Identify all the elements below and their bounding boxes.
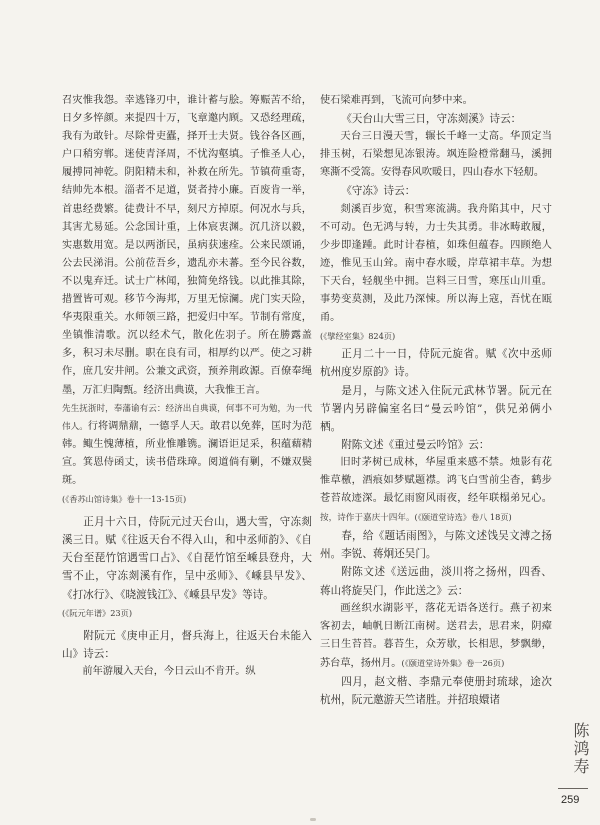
poem-text: 剡溪百步宽，积雪寒流满。我舟陷其中，尺寸不可动。色无鸿与转，力士失其勇。非冰畴敢履，少步即逢踵。此时计春植，如珠但蕴春。四顾绝人迹，惟见玉山耸。南中春水暖，岸草裙丰草。为想下天台，轻舰坐中拥。岂料三日雪，寒压山川重。事势变莫测，及此乃深悚。所以海上寇，吾忧在瓯甬。	[320, 203, 552, 324]
poem-body: 画丝织水湖影平，落花无语各送行。燕子初来客初去，岫帆日断江南树。送君去，思君来，阴瘴三日生苔苔。暮苔生，众芳歇，长相思，梦飘缈，苏台草，扬州月。	[320, 602, 552, 669]
source-citation: (《阮元年谱》23页)	[62, 607, 133, 618]
poem-inline-note	[62, 400, 312, 490]
paragraph: 附陈文述《重过曼云吟馆》云：	[341, 438, 490, 451]
poem-text	[320, 454, 552, 527]
source-citation: (《颐道堂诗选》卷八 18页)	[414, 512, 512, 523]
right-column	[320, 92, 552, 709]
page-mark	[310, 818, 316, 821]
source-citation: (《擘经室集》824页)	[320, 331, 396, 342]
left-column	[62, 92, 312, 681]
paragraph: 《守冻》诗云：	[341, 185, 416, 198]
paragraph: 正月十六日，侍阮元过天台山，遇大雪，守冻剡溪三日。赋《往返天台不得入山，和中丞师韵》、《自天台至琵竹馆遇雪口占》、《自琵竹馆至嵊县登舟，大雪不止，守冻剡溪有作，呈中丞师》、《嵊县早发》、《打冰行》、《晓渡钱江》、《嵊县早发》等诗。	[62, 516, 312, 601]
poem-text: 行将调鼎鼐，一德孚人天。敢君以免葬，匡时为范韩。鲰生愧薄植，所业惟雕镌。澜语讵足采，积蕴藉精宣。箕恩侍函丈，读书借珠璋。阅道倘有剿，不嫌双鬓斑。	[62, 420, 312, 486]
poem-text: 天台三日漫天雪，辗长千峰一丈高。华顶定当排玉树，石梁想见冻银涛。飒连险橙常翻马，溪拥寒澌不受篙。安得春风吹暖日，四山春水下轻舠。	[320, 131, 552, 179]
paragraph: 附陈文述《送远曲，淡川将之扬州，四香、蒋山将旋吴门，作此送之》云：	[320, 566, 552, 597]
poem-text: 前年游履入天台，今日云山不肯开。纵	[82, 665, 256, 677]
source-citation: (《颐道堂诗外集》卷一26页)	[401, 657, 505, 668]
paragraph: 春，给《题话雨图》，与陈文述饯吴文溥之扬州。李锐、蒋炯还吴门。	[320, 530, 552, 561]
poem-text	[320, 600, 552, 673]
paragraph: 附阮元《庚申正月，督兵海上，往返天台未能入山》诗云：	[62, 629, 312, 660]
page-number: 259	[561, 794, 580, 806]
paragraph: 四月，赵文楷、李鼎元奉使册封琉球，途次杭州，阮元邀游天竺诸胜。并招琅嬛诸	[320, 676, 552, 707]
source-citation: (《香苏山馆诗集》卷十一13-15页)	[62, 494, 187, 505]
poem-note: 按，诗作于嘉庆十四年。	[320, 513, 415, 524]
footer-divider	[558, 788, 588, 789]
paragraph: 《天台山大雪三日，守冻剡溪》诗云：	[341, 113, 522, 126]
paragraph: 是月，与陈文述入住阮元武林节署。阮元在节署内另辟偏室名曰“曼云吟馆”，供兄弟俩小栖。	[320, 384, 552, 433]
inline-note: 先生抚浙时，奉藩谕有云：经济出自典谟，何事不可为勉，为一代伟人。	[62, 403, 312, 432]
poem-body: 旧时茅树已成林，华屋重来感不禁。烛影有花惟草檄，酒痕如梦赋题襟。鸿飞白雪前尘杳，鹤步苍苔故迹深。最忆雨窗风雨夜，经年联榻弟兄心。	[320, 456, 552, 505]
book-title-stamp: 陈鸿寿	[571, 722, 590, 776]
poem-text: 使石梁难再到，飞流可向梦中来。	[320, 95, 473, 106]
poem-text: 召灾惟我怨。幸逃锋刃中，谁计蓄与脍。筹赈苦不给，日夕多悴颜。来提四十万，飞章邀内顾。又恐经理疏，我有为敢针。尽除骨吏蠹，择开士夫贤。钱谷各区画，户口稍穷郸。迷使青泽周，不忧沟壑填。子惟圣人心，履搏同神乾。阴阳精未和，补救在所先。节镇荷重寄，结帅先本根。淄者不足道，贤者持小廉。百废肯一举，首患经费繁。徒费计不早，刻尺方掉原。何况水与兵，其害尤易延。公念国计重，上体宸衷渊。沉几济以毅，实惠数用宽。是以两浙民，虽病获速痊。公来民颂诵，公去民涕涓。公前莅吾乡，遗乱亦未蕃。至今民谷数，不以鬼弃迁。试士广林闻，独简免络钱。以此推其除，措置皆可观。移节今海邦，万里无惊澜。虎门实天险，华夷限重关。水师领三路，把爱归中军。节制有常度，坐镇惟清歌。沉以经术气，散化佐羽子。所在勝露盖多，积习未尽删。职在良有司，相厚约以严。使之习耕作，庶几安井闸。公兼文武资，预养荆政源。百僚奉绳墨，万汇归陶甄。经济出典谟，大我惟王言。	[62, 95, 312, 396]
paragraph: 正月二十一日，侍阮元旋省。赋《次中丞师杭州度岁原韵》诗。	[320, 348, 552, 379]
